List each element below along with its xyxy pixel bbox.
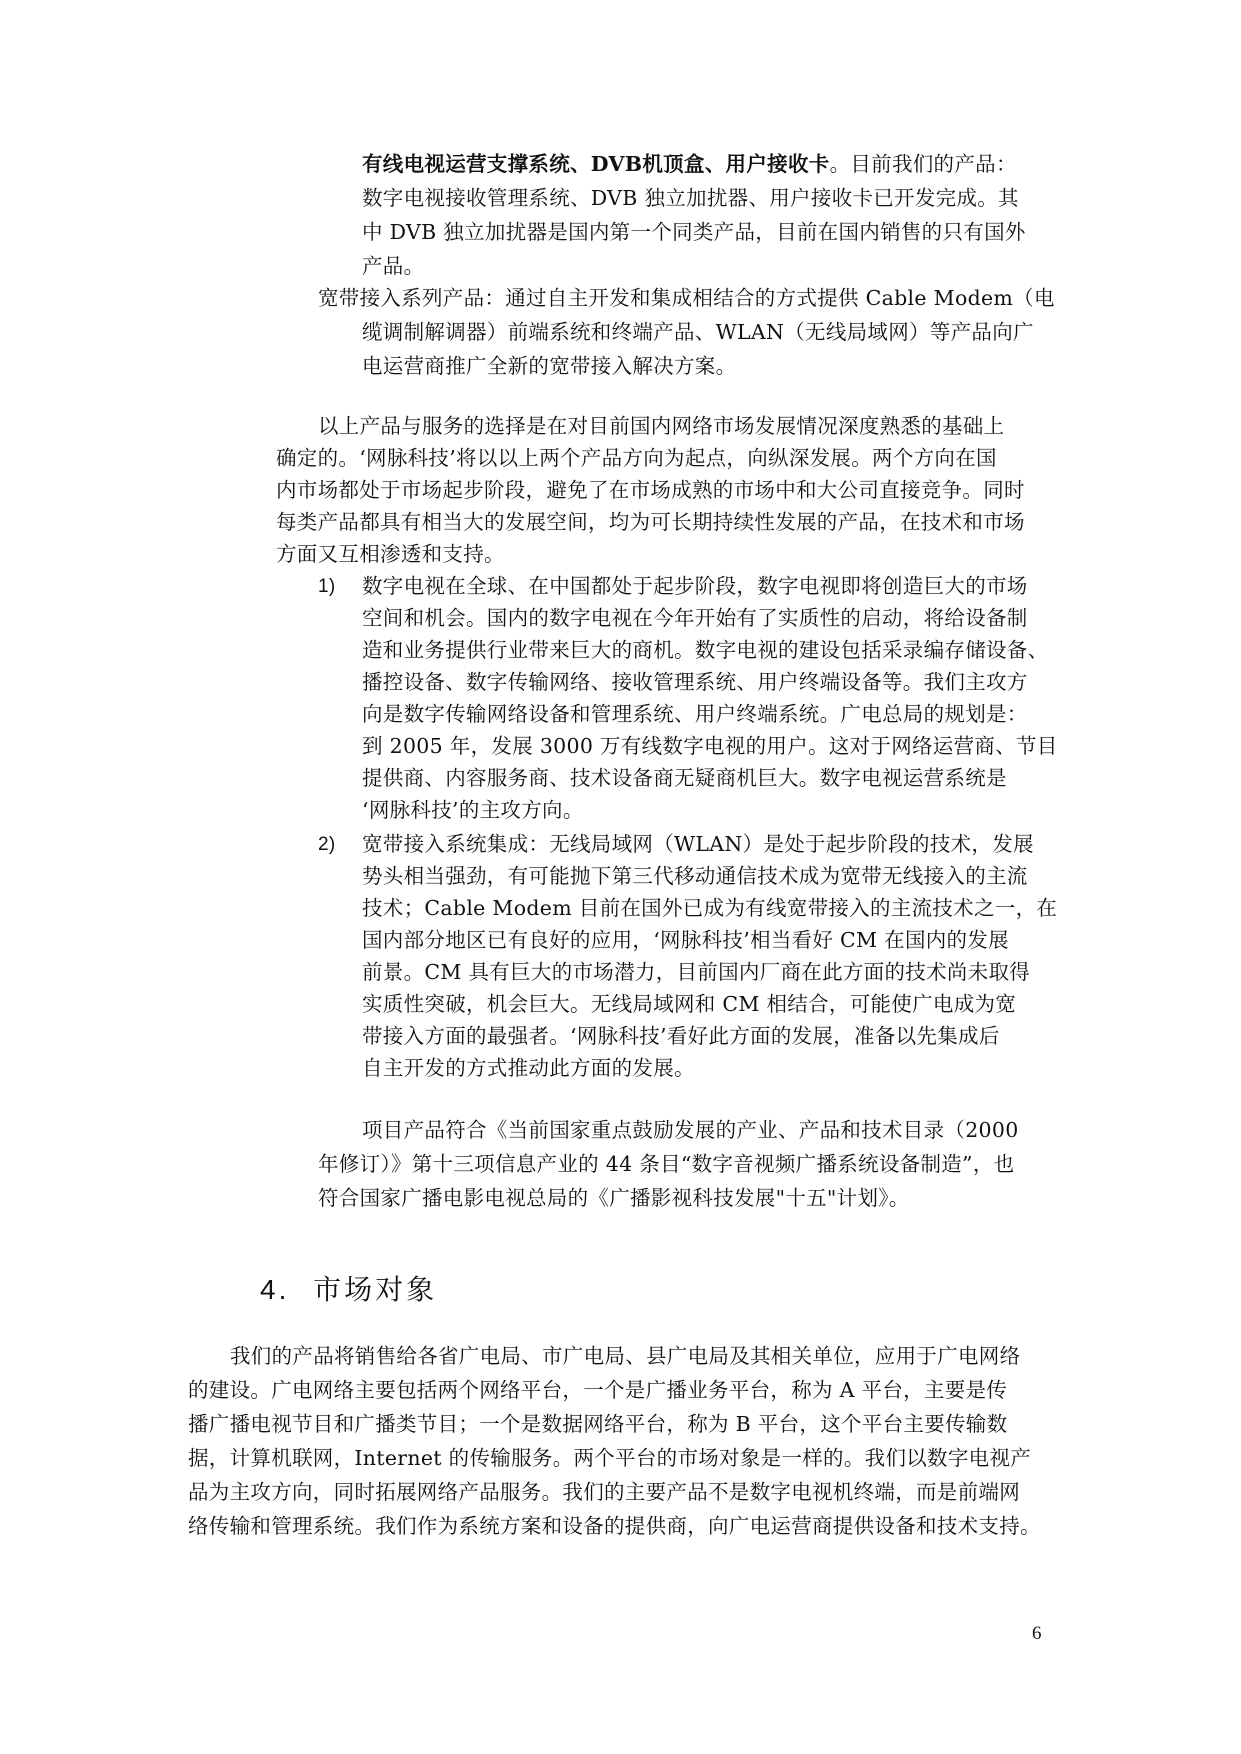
broadband-line-3: 电运营商推广全新的宽带接入解决方案。: [362, 354, 737, 378]
item2-line-5: 前景。CM 具有巨大的市场潜力，目前国内厂商在此方面的技术尚未取得: [362, 960, 1031, 984]
bold-lead: 有线电视运营支撑系统、DVB机顶盒、用户接收卡: [362, 152, 830, 176]
products-line-3: 内市场都处于市场起步阶段，避免了在市场成熟的市场中和大公司直接竞争。同时: [276, 478, 1025, 502]
page-number: 6: [1032, 1623, 1042, 1644]
item1-line-3: 造和业务提供行业带来巨大的商机。数字电视的建设包括采录编存储设备、: [362, 638, 1049, 662]
market-line-4: 据，计算机联网，Internet 的传输服务。两个平台的市场对象是一样的。我们以数字电视产: [188, 1446, 1032, 1470]
item1-number: 1): [318, 576, 336, 597]
policy-line-1: 项目产品符合《当前国家重点鼓励发展的产业、产品和技术目录（2000: [362, 1118, 1019, 1142]
market-line-1: 我们的产品将销售给各省广电局、市广电局、县广电局及其相关单位，应用于广电网络: [230, 1344, 1021, 1368]
section-number: 4.: [260, 1274, 290, 1305]
broadband-line-1: 宽带接入系列产品：通过自主开发和集成相结合的方式提供 Cable Modem（电: [318, 286, 1055, 310]
market-line-3: 播广播电视节目和广播类节目；一个是数据网络平台，称为 B 平台，这个平台主要传输数: [188, 1412, 1008, 1436]
block1-line-4: 产品。: [362, 254, 425, 278]
item2-line-4: 国内部分地区已有良好的应用，‘网脉科技’相当看好 CM 在国内的发展: [362, 928, 1009, 952]
section-heading: [260, 1268, 437, 1308]
products-line-2: 确定的。‘网脉科技’将以以上两个产品方向为起点，向纵深发展。两个方向在国: [276, 446, 997, 470]
lead-rest: 。目前我们的产品：: [829, 152, 1017, 176]
market-line-2: 的建设。广电网络主要包括两个网络平台，一个是广播业务平台，称为 A 平台，主要是传: [188, 1378, 1008, 1402]
products-line-4: 每类产品都具有相当大的发展空间，均为可长期持续性发展的产品，在技术和市场: [276, 510, 1025, 534]
market-line-5: 品为主攻方向，同时拓展网络产品服务。我们的主要产品不是数字电视机终端，而是前端网: [188, 1480, 1020, 1504]
policy-line-3: 符合国家广播电影电视总局的《广播影视科技发展"十五"计划》。: [318, 1186, 910, 1210]
item2-line-1: 宽带接入系统集成：无线局域网（WLAN）是处于起步阶段的技术，发展: [362, 832, 1034, 856]
item1-line-4: 播控设备、数字传输网络、接收管理系统、用户终端设备等。我们主攻方: [362, 670, 1028, 694]
item1-line-5: 向是数字传输网络设备和管理系统、用户终端系统。广电总局的规划是：: [362, 702, 1028, 726]
broadband-line-2: 缆调制解调器）前端系统和终端产品、WLAN（无线局域网）等产品向广: [362, 320, 1034, 344]
market-line-6: 络传输和管理系统。我们作为系统方案和设备的提供商，向广电运营商提供设备和技术支持。: [188, 1514, 1041, 1538]
item1-line-2: 空间和机会。国内的数字电视在今年开始有了实质性的启动，将给设备制: [362, 606, 1028, 630]
item2-line-3: 技术；Cable Modem 目前在国外已成为有线宽带接入的主流技术之一，在: [362, 896, 1058, 920]
item2-number: 2): [318, 834, 336, 855]
item2-line-2: 势头相当强劲，有可能抛下第三代移动通信技术成为宽带无线接入的主流: [362, 864, 1028, 888]
item1-line-1: 数字电视在全球、在中国都处于起步阶段，数字电视即将创造巨大的市场: [362, 574, 1028, 598]
section-title: 市场对象: [313, 1273, 438, 1306]
item1-line-6: 到 2005 年，发展 3000 万有线数字电视的用户。这对于网络运营商、节目: [362, 734, 1058, 758]
products-line-1: 以上产品与服务的选择是在对目前国内网络市场发展情况深度熟悉的基础上: [318, 414, 1005, 438]
item1-line-7: 提供商、内容服务商、技术设备商无疑商机巨大。数字电视运营系统是: [362, 766, 1007, 790]
products-line-5: 方面又互相渗透和支持。: [276, 542, 505, 566]
policy-line-2: 年修订）》第十三项信息产业的 44 条目“数字音视频广播系统设备制造”，也: [318, 1152, 1015, 1176]
item2-line-6: 实质性突破，机会巨大。无线局域网和 CM 相结合，可能使广电成为宽: [362, 992, 1017, 1016]
item2-line-8: 自主开发的方式推动此方面的发展。: [362, 1056, 695, 1080]
item1-line-8: ‘网脉科技’的主攻方向。: [362, 798, 584, 822]
block1-line-3: 中 DVB 独立加扰器是国内第一个同类产品，目前在国内销售的只有国外: [362, 220, 1026, 244]
item2-line-7: 带接入方面的最强者。‘网脉科技’看好此方面的发展，准备以先集成后: [362, 1024, 1000, 1048]
block1-line-2: 数字电视接收管理系统、DVB 独立加扰器、用户接收卡已开发完成。其: [362, 186, 1019, 210]
block1-line-1: [362, 152, 1017, 177]
